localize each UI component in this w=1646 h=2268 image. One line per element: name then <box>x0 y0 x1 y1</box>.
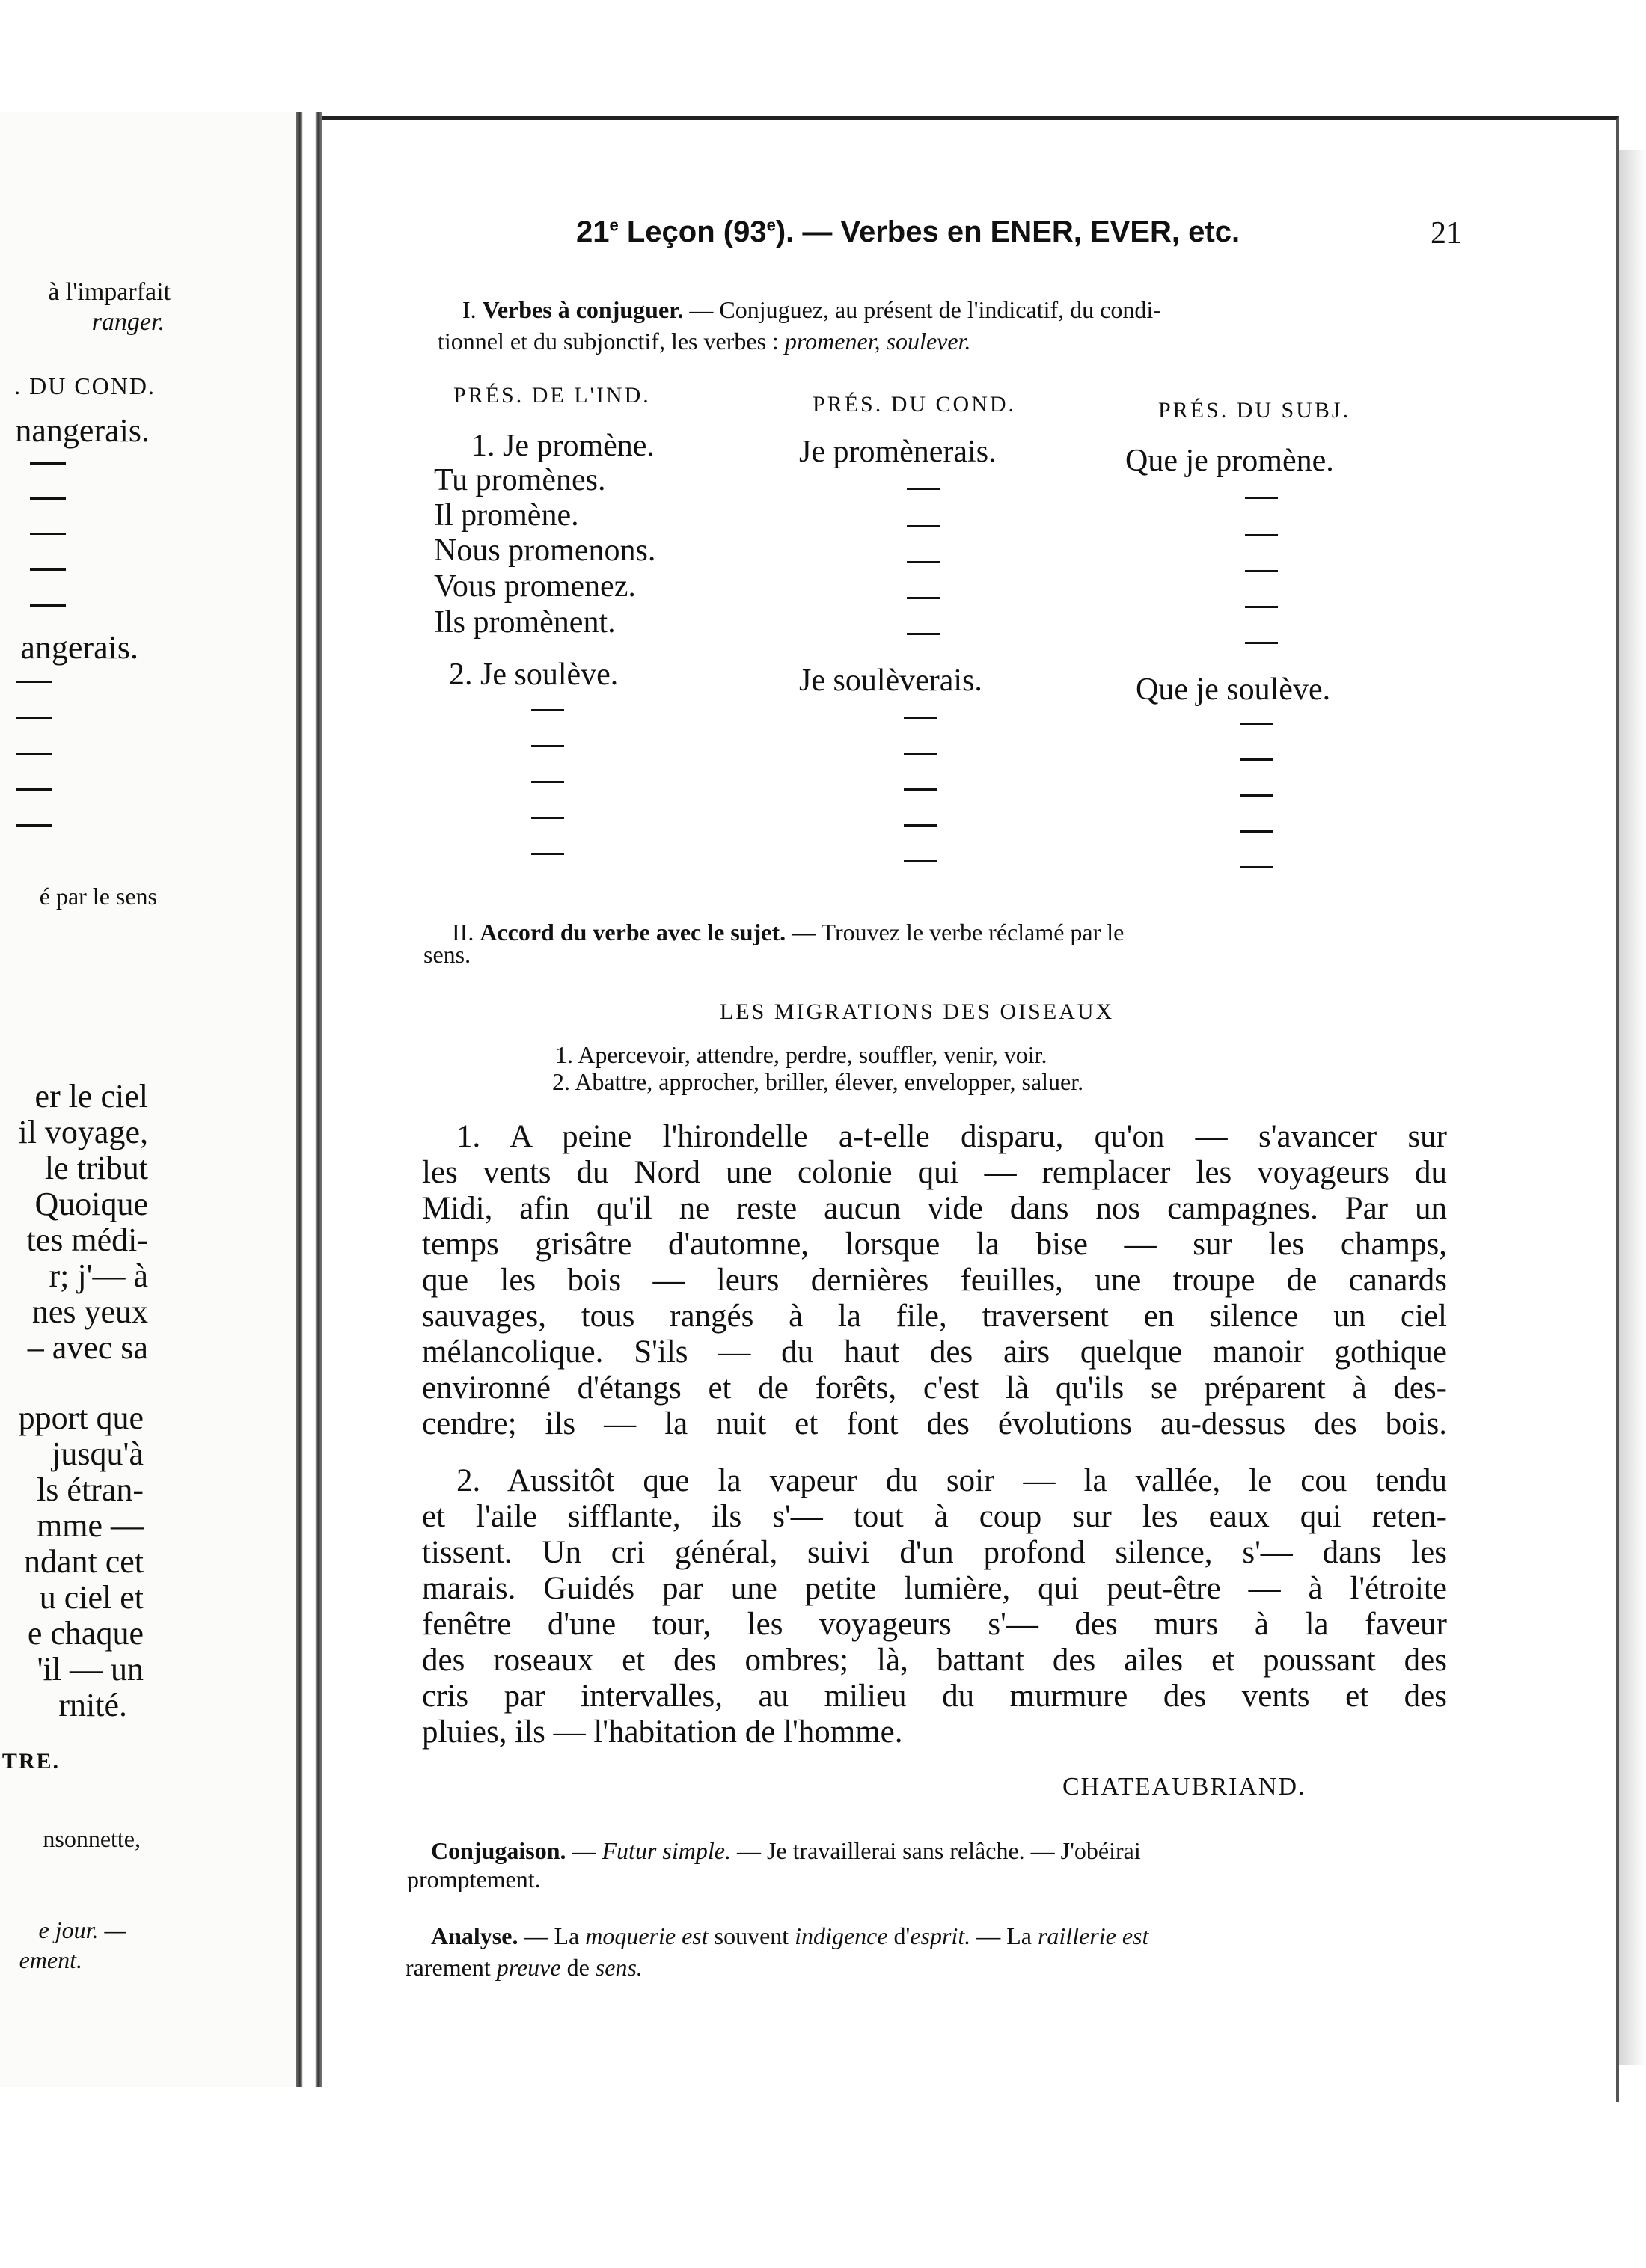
left-line: ls étran- <box>37 1471 144 1508</box>
dash <box>1245 534 1278 536</box>
instruction-verbs: promener, soulever. <box>784 328 971 355</box>
conj-ind-6: Ils promènent. <box>434 605 616 640</box>
dash <box>1240 758 1273 761</box>
exercise-number: I. <box>462 296 477 323</box>
left-line: nangerais. <box>15 412 150 449</box>
dash <box>904 753 937 755</box>
conj-ind-2: Tu promènes. <box>434 463 606 497</box>
paragraph-line: 1. A peine l'hirondelle a-t-elle disparu, qu'on — s'avancer sur <box>456 1119 1447 1154</box>
paragraph-line: fenêtre d'une tour, les voyageurs s'— des murs à la faveur <box>422 1607 1447 1642</box>
left-line: – avec sa <box>27 1329 148 1366</box>
conj-soulever-subj: Que je soulève. <box>1136 672 1331 707</box>
left-line: r; j'— à <box>49 1257 148 1294</box>
lesson-title-rest: ). — Verbes en ENER, EVER, etc. <box>775 215 1240 248</box>
text: — La <box>518 1922 586 1949</box>
paragraph-line: Midi, afin qu'il ne reste aucun vide dans nos campagnes. Par un <box>422 1191 1447 1226</box>
text: — La <box>970 1922 1038 1949</box>
verb-list-1: 1. Apercevoir, attendre, perdre, souffler, venir, voir. <box>555 1041 1047 1068</box>
left-page-fragment <box>0 112 314 2087</box>
analyse-line-1 <box>431 1922 1148 1950</box>
paragraph-line: pluies, ils — l'habitation de l'homme. <box>422 1714 903 1750</box>
dash <box>904 788 937 791</box>
left-line: le tribut <box>44 1150 148 1186</box>
text: esprit. <box>910 1922 971 1949</box>
paragraph-line: cendre; ils — la nuit et font des évolutions au-dessus des bois. <box>422 1406 1447 1441</box>
text: de <box>560 1954 596 1981</box>
text: rarement <box>406 1954 497 1981</box>
left-line: nsonnette, <box>43 1825 141 1852</box>
left-line: à l'imparfait <box>48 278 171 306</box>
dash <box>531 709 564 711</box>
left-line: e chaque <box>27 1615 144 1652</box>
conj-soulever-ind: 2. Je soulève. <box>449 658 619 692</box>
superscript: e <box>766 215 776 235</box>
left-line: é par le sens <box>39 883 157 910</box>
left-line: ndant cet <box>23 1543 144 1580</box>
exercise-2-heading <box>452 919 1124 946</box>
paragraph-line: cris par intervalles, au milieu du murmure des vents et des <box>422 1679 1447 1714</box>
paragraph-line: temps grisâtre d'automne, lorsque la bise — sur les champs, <box>422 1227 1447 1262</box>
conjugaison-label: Conjugaison. <box>431 1837 566 1864</box>
dash <box>907 488 940 490</box>
dash <box>1240 723 1273 725</box>
text: preuve <box>496 1954 561 1981</box>
paragraph-line: mélancolique. S'ils — du haut des airs quelque manoir gothique <box>422 1334 1447 1370</box>
paragraph-2 <box>422 1463 1447 1750</box>
conj-cond-1: Je promènerais. <box>799 435 997 469</box>
exercise-2-instruction-2: sens. <box>423 941 471 968</box>
left-line: . DU COND. <box>14 373 156 399</box>
dash <box>907 597 940 599</box>
left-line: ranger. <box>91 308 165 336</box>
left-line: TRE. <box>1 1749 60 1774</box>
text: sens. <box>595 1954 643 1981</box>
superscript: e <box>609 215 619 235</box>
col-header-indicative: PRÉS. DE L'IND. <box>453 383 651 408</box>
dash <box>1245 642 1278 644</box>
tense-name: Futur simple. <box>602 1837 731 1864</box>
dash <box>904 717 937 719</box>
text: raillerie est <box>1037 1922 1149 1949</box>
analyse-label: Analyse. <box>431 1922 518 1949</box>
text: — Je travaillerai sans relâche. — J'obéirai <box>730 1837 1141 1864</box>
text: souvent <box>708 1922 795 1949</box>
left-line: il voyage, <box>18 1114 148 1150</box>
conjugaison-line-2: promptement. <box>407 1866 541 1892</box>
left-line: tes médi- <box>26 1222 148 1258</box>
conj-ind-1: 1. Je promène. <box>471 429 655 463</box>
left-line: angerais. <box>20 629 138 666</box>
dash <box>1240 794 1273 797</box>
dash <box>531 853 564 855</box>
verb-list-2: 2. Abattre, approcher, briller, élever, envelopper, saluer. <box>552 1068 1084 1095</box>
exercise-instruction: — Conjuguez, au présent de l'indicatif, du condi- <box>683 296 1161 323</box>
instruction-text: tionnel et du subjonctif, les verbes : <box>438 328 785 355</box>
author-signature: CHATEAUBRIAND. <box>1062 1773 1306 1800</box>
analyse-line-2 <box>406 1954 643 1982</box>
conj-ind-3: Il promène. <box>434 498 579 533</box>
dash <box>1245 606 1278 608</box>
paragraph-line: que les bois — leurs dernières feuilles, une troupe de canards <box>422 1263 1447 1298</box>
lesson-title-mid: Leçon (93 <box>618 215 767 248</box>
lesson-title <box>576 215 1240 249</box>
text: indigence <box>795 1922 888 1949</box>
conj-soulever-cond: Je soulèverais. <box>799 663 982 698</box>
text: d' <box>887 1922 911 1949</box>
dash <box>907 561 940 563</box>
text: — <box>566 1837 602 1864</box>
left-line: u ciel et <box>39 1579 144 1616</box>
left-line: pport que <box>18 1400 144 1436</box>
dash <box>907 633 940 635</box>
left-line: nes yeux <box>31 1293 148 1330</box>
left-line: jusqu'à <box>52 1435 144 1472</box>
exercise-title: Accord du verbe avec le sujet. <box>480 919 786 945</box>
conjugaison-line-1 <box>431 1837 1141 1865</box>
dash <box>1245 497 1278 499</box>
left-line: ement. <box>19 1946 82 1973</box>
paragraph-line: tissent. Un cri général, suivi d'un profond silence, s'— dans les <box>422 1535 1447 1570</box>
paragraph-line: sauvages, tous rangés à la file, traversent en silence un ciel <box>422 1299 1447 1334</box>
paragraph-line: marais. Guidés par une petite lumière, qui peut-être — à l'étroite <box>422 1571 1447 1606</box>
dash <box>904 824 937 827</box>
exercise-1-instruction-2 <box>438 328 970 355</box>
paragraph-line: les vents du Nord une colonie qui — remplacer les voyageurs du <box>422 1155 1447 1190</box>
left-line: er le ciel <box>34 1078 148 1115</box>
conj-ind-5: Vous promenez. <box>434 569 636 604</box>
left-line: e jour. — <box>38 1916 126 1943</box>
paragraph-line: et l'aile sifflante, ils s'— tout à coup sur les eaux qui reten- <box>422 1499 1447 1534</box>
paragraph-1 <box>422 1119 1447 1442</box>
dash <box>1245 570 1278 572</box>
col-header-subjunctive: PRÉS. DU SUBJ. <box>1158 398 1351 423</box>
dash <box>904 860 937 862</box>
text: moquerie est <box>585 1922 709 1949</box>
dash <box>1240 866 1273 868</box>
dash <box>531 817 564 819</box>
conj-subj-1: Que je promène. <box>1125 444 1334 478</box>
page-number: 21 <box>1431 216 1462 251</box>
paragraph-line: des roseaux et des ombres; là, battant des ailes et poussant des <box>422 1643 1447 1678</box>
passage-title: LES MIGRATIONS DES OISEAUX <box>720 999 1115 1024</box>
conj-ind-4: Nous promenons. <box>434 533 656 568</box>
left-line: 'il — un <box>37 1651 144 1688</box>
left-line: mme — <box>37 1507 144 1544</box>
paragraph-line: environné d'étangs et de forêts, c'est là qu'ils se préparent à des- <box>422 1370 1447 1406</box>
book-gutter <box>296 112 322 2087</box>
left-line: rnité. <box>58 1687 127 1723</box>
col-header-conditional: PRÉS. DU COND. <box>813 392 1017 417</box>
exercise-instruction: — Trouvez le verbe réclamé par le <box>786 919 1125 945</box>
exercise-1-heading <box>462 296 1161 324</box>
dash <box>1240 830 1273 833</box>
left-line: Quoique <box>34 1186 148 1222</box>
exercise-number: II. <box>452 919 474 945</box>
paragraph-line: 2. Aussitôt que la vapeur du soir — la vallée, le cou tendu <box>456 1463 1447 1498</box>
lesson-number: 21 <box>576 215 610 248</box>
dash <box>531 781 564 783</box>
dash <box>907 525 940 527</box>
dash <box>531 745 564 747</box>
exercise-title: Verbes à conjuguer. <box>482 296 684 323</box>
